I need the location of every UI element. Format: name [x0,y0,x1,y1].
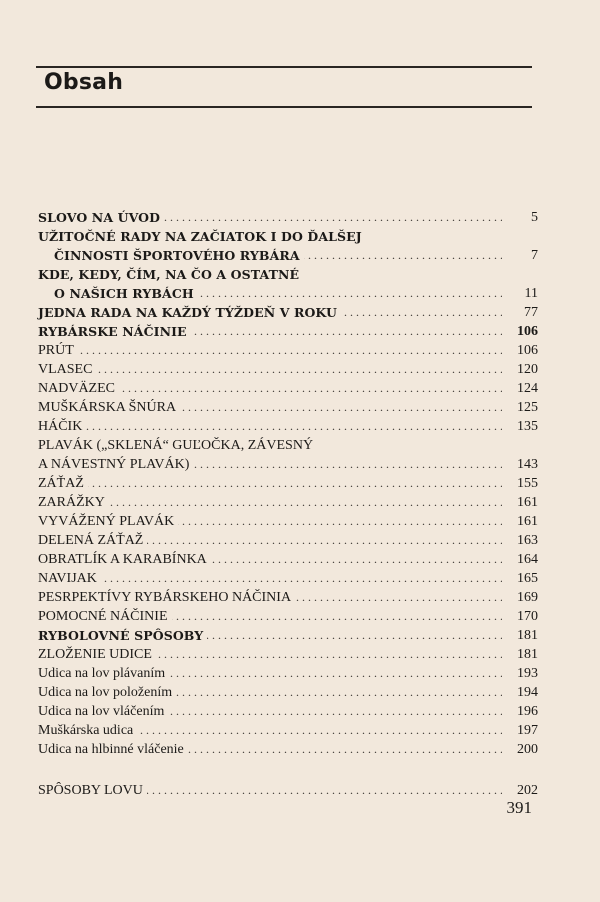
toc-entry-title: Udica na lov položením [38,685,176,700]
toc-entry-title: SLOVO NA ÚVOD [38,210,164,225]
toc-entry [38,626,538,645]
toc-entry-title: Muškárska udica [38,723,137,738]
page-number: 391 [506,798,532,817]
leader-dots [38,341,502,360]
toc-entry-page: 7 [528,246,538,265]
toc-entry-title: A NÁVESTNÝ PLAVÁK) [38,457,193,472]
toc-entry [38,436,538,474]
toc-entry-title: Udica na lov plávaním [38,666,169,681]
toc-entry-page: 5 [528,208,538,227]
toc-entry-title: VLASEC [38,362,96,377]
toc-entry [38,512,538,531]
toc-entry [38,227,538,265]
toc-entry [38,322,538,341]
toc-entry-title: NADVÄZEC [38,381,119,396]
toc-entry-title: POMOCNÉ NÁČINIE [38,609,172,624]
toc-entry-page: 120 [514,360,538,379]
toc-entry [38,208,538,227]
toc-entry [38,781,538,800]
toc-entry-page: 163 [514,531,538,550]
toc-entry-page: 135 [514,417,538,436]
toc-entry-page: 197 [514,721,538,740]
toc-entry [38,569,538,588]
header-rule-bottom [36,106,532,108]
toc-entry [38,550,538,569]
toc-entry [38,531,538,550]
toc-entry [38,721,538,740]
toc-entry-title: MUŠKÁRSKA ŠNÚRA [38,400,180,415]
toc-entry [38,493,538,512]
toc-entry [38,398,538,417]
toc-entry-title: ZLOŽENIE UDICE [38,647,156,662]
toc-entry-title: ZÁŤAŽ [38,476,88,491]
leader-dots [38,360,502,379]
leader-dots [38,569,502,588]
toc-entry-page: 181 [514,645,538,664]
toc-entry [38,341,538,360]
toc-entry-title: ZARÁŽKY [38,495,109,510]
toc-entry [38,664,538,683]
toc-entry-page: 143 [514,455,538,474]
toc-entry-page: 181 [514,626,538,645]
toc-entry-page: 106 [514,322,538,341]
toc-entry-title: Udica na lov vláčením [38,704,168,719]
toc-entry [38,360,538,379]
toc-entry-page: 194 [514,683,538,702]
toc-entry-title: PRÚT [38,343,78,358]
toc-entry-title: Udica na hlbinné vláčenie [38,742,188,757]
page-title: Obsah [44,70,124,95]
toc-entry-page: 193 [514,664,538,683]
toc-entry [38,265,538,303]
toc-entry-title: SPÔSOBY LOVU [38,783,147,798]
toc-entry-title: O NAŠICH RYBÁCH [38,286,198,301]
table-of-contents [38,208,538,800]
toc-entry-title: OBRATLÍK A KARABÍNKA [38,552,211,567]
leader-dots [38,474,502,493]
toc-entry [38,379,538,398]
toc-entry-page: 196 [514,702,538,721]
toc-entry-title: JEDNA RADA NA KAŽDÝ TÝŽDEŇ V ROKU [38,305,341,320]
toc-entry-page: 106 [514,341,538,360]
toc-entry-page: 165 [514,569,538,588]
toc-entry-title: KDE, KEDY, ČÍM, NA ČO A OSTATNÉ [38,267,303,282]
header-rule-top [36,66,532,68]
toc-entry-page: 202 [514,781,538,800]
toc-entry-title: RYBÁRSKE NÁČINIE [38,324,191,339]
toc-entry-page: 125 [514,398,538,417]
toc-entry-page: 161 [514,493,538,512]
toc-entry-title: HÁČIK [38,419,86,434]
toc-entry-title: DELENÁ ZÁŤAŽ [38,533,147,548]
toc-entry-title: RYBOLOVNÉ SPÔSOBY [38,628,207,643]
toc-entry-title: PLAVÁK („SKLENÁ“ GUĽOČKA, ZÁVESNÝ [38,438,317,453]
toc-entry [38,588,538,607]
toc-entry-page: 155 [514,474,538,493]
toc-entry [38,607,538,626]
toc-entry-page: 169 [514,588,538,607]
toc-entry [38,303,538,322]
toc-entry-page: 200 [514,740,538,759]
toc-entry-page: 161 [514,512,538,531]
toc-entry [38,702,538,721]
toc-entry-page: 77 [521,303,538,322]
toc-entry-page: 170 [514,607,538,626]
toc-entry-title: UŽITOČNÉ RADY NA ZAČIATOK I DO ĎALŠEJ [38,229,366,244]
toc-entry-title: PESRPEKTÍVY RYBÁRSKEHO NÁČINIA [38,590,295,605]
toc-entry [38,740,538,759]
leader-dots [38,417,502,436]
toc-entry-title: ČINNOSTI ŠPORTOVÉHO RYBÁRA [38,248,304,263]
toc-entry-page: 124 [514,379,538,398]
toc-entry [38,683,538,702]
toc-entry-title: NAVIJAK [38,571,101,586]
toc-entry-title: VYVÁŽENÝ PLAVÁK [38,514,178,529]
toc-entry [38,645,538,664]
toc-entry-page: 164 [514,550,538,569]
toc-entry-page: 11 [522,284,538,303]
toc-entry [38,474,538,493]
toc-entry [38,417,538,436]
